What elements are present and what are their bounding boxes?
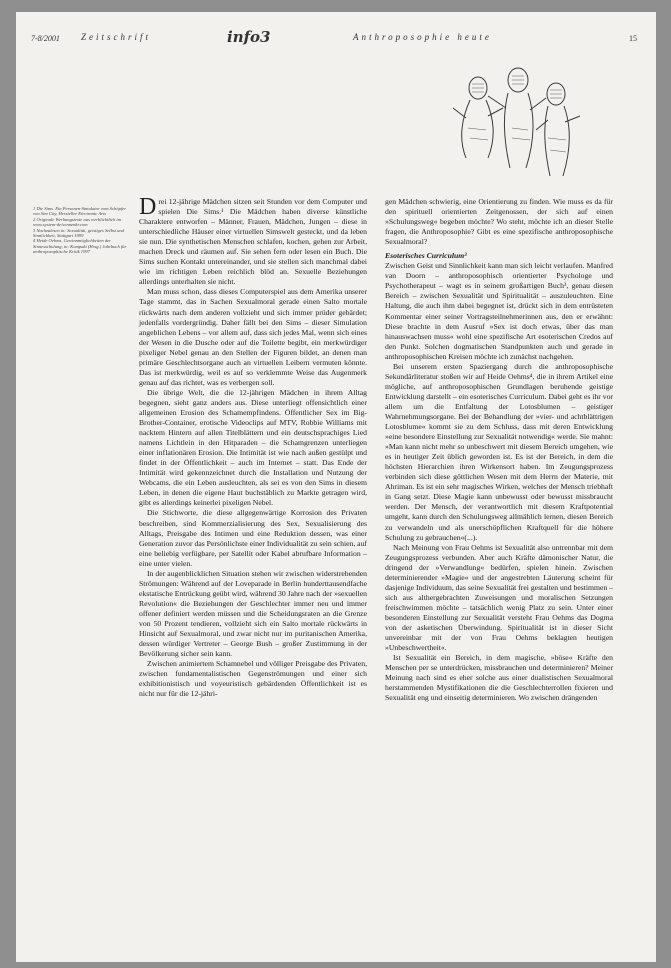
section-title: Anthroposophie heute (353, 32, 492, 42)
drop-cap: D (139, 194, 157, 220)
engraving-figures-icon (448, 58, 588, 188)
issue-date: 7-8/2001 (31, 34, 60, 43)
article-paragraph: Bei unserem ersten Spaziergang durch die anthroposophische Sekundärliteratur stoßen wir auf Heide Oehms⁴, die in ihrem Artikel eine mögliche, auf anthroposophischen Grundlagen beruhende geistige Entwicklung darstellt – ein esoterisches Curriculum. Dabei geht es ihr vor allem um die Entfaltung der Lotosblumen – geistiger Wahrnehmungsorgane. Bei der Behandlung der »vier- und achtblättrigen Lotosblume« kommt sie zu dem Schluss, dass mit deren Entwicklung »eine besondere Einstellung zur Sexualität notwendig« werde. Sie mahnt: »Man kann nicht mehr so unbeschwert mit diesem Bereich umgehen, wie es in heutiger Zeit üblich geworden ist. Es ist der Bereich, in dem die höchsten Hierarchien ihren Wirkensort haben. Im Zeugungsprozess verbinden sich diese göttlichen Wesen mit dem Herrn der Materie, mit Ahriman. Es ist ein sehr magisches Wirken, welches der Mensch triebhaft in Gang setzt. Diese Magie kann unbewusst oder bewusst missbraucht werden. Der Mensch, der verantwortlich mit diesem Kraftpotential umgeht, kann durch den Schulungsweg allmählich lernen, diesen Bereich zu verwandeln und als unerschöpflichen Kraftquell für die höhere Schulung zu gebrauchen«(...). (385, 361, 613, 542)
footnote: 4 Heide Oehms, Gewinnmöglichkeiten der Sinnesschulung, in: Kompakt (Hrsg.) Jahrbuch für anthroposophische Kritik 1997 (33, 238, 127, 255)
page-header (16, 28, 656, 48)
article-paragraph: gen Mädchen schwierig, eine Orientierung zu finden. Wie muss es da für den spirituell orientierten Zeitgenossen, der sich auf einen »Schulungsweg« begeben möchte? Wo steht, möchte ich an dieser Stelle fragen, die Anthroposophie? Gibt es eine spezifische anthroposophische Sexualmoral? (385, 197, 613, 247)
footnote: 2 Originale Werbungstexte aus werblichtlich im www.system-de/sonnenkr.com (33, 216, 121, 228)
footnote: 3 Nachzulesen in: Sexualität, geistiges Selbst und Sinnlichkeit, Stuttgart 1999 (33, 227, 124, 239)
section-subheading: Esoterisches Curriculum³ (385, 251, 467, 261)
magazine-label: Zeitschrift (81, 32, 152, 42)
article-paragraph: Die Stichworte, die diese allgegenwärtige Korrosion des Privaten beschreiben, sind Kommerzialisierung des Sex, Sexualisierung des Alltags, Preisgabe des Intimen und eine Reduktion dessen, was einer Generation zuvor das Persönlichste einer Individualität zu sein schien, auf eine beliebig verfügbare, per Satellit oder Kabel abrufbare Information – eine unter vielen. (139, 508, 367, 568)
article-paragraph: Nach Meinung von Frau Oehms ist Sexualität also untrennbar mit dem Zeugungsprozess verbunden. Aber auch Kräfte dämonischer Natur, die dringend der »Verwandlung« bedürfen, spielen hinein. Zwischen determinierender »Magie« und der angestrebten Läuterung scheint für dasjenige Individuum, das seine Sexualität frei gestalten und bestimmen – sich aus althergebrachten Zuweisungen und moralischen Setzungen freischwimmen möchte – tatsächlich wenig Platz zu sein. Unter einer besonderen Einstellung zur Sexualität versteht Frau Oehms das Dogma von der asketischen Überwindung. Spiritualität ist in dieser Sicht unvereinbar mit der von Frau Oehms beklagten heutigen »Unbeschwertheit«. (385, 542, 614, 653)
article-column-right (385, 197, 613, 703)
page-number: 15 (629, 34, 637, 43)
footnotes (33, 206, 128, 255)
footnote: 1 Die Sims. Ein Personen-Simulator vom Schöpfer von Sim City, Hersteller Electronic Arts (33, 206, 127, 217)
article-paragraph: Ist Sexualität ein Bereich, in dem magische, »böse« Kräfte den Menschen per se unterdrücken, missbrauchen und determinieren? Meiner Meinung nach sind es eher solche aus einer dualistischen Sexualmoral herstammenden Mystifikationen die die Geschlechterrollen fixieren und Sexualität eng und einseitig determinieren. Wo zwischen drängenden (385, 653, 613, 703)
article-paragraph: Zwischen animiertem Schamnebel und völliger Preisgabe des Privaten, zwischen fundamentalistischen Gegenströmungen und einer sich exhibitionistisch und voyeuristisch gebärdenden Öffentlichkeit ist es nicht nur für die 12-jähri- (139, 659, 367, 699)
paragraph-text: rei 12-jährige Mädchen sitzen seit Stunden vor dem Computer und spielen Die Sims.¹ Die Mädchen haben diverse künstliche Charaktere entworfen – Männer, Frauen, Mädchen, Jungen – diese in unterschiedliche Häuser einer virtuellen Simswelt gesteckt, und da leben sie nun. Die synthetischen Menschen schlafen, kochen, gehen zur Arbeit, machen Dreck und räumen auf. Sie sehen fern oder lesen ein Buch. Die Sims suchen Kontakt untereinander, und sie stellen sich manchmal dabei wie im richtigen Leben reichlich blöd an. Sexuelle Beziehungen allerdings unterhalten sie nicht. (139, 197, 367, 287)
article-column-left (139, 194, 367, 699)
article-paragraph: Zwischen Geist und Sinnlichkeit kann man sich leicht verlaufen. Manfred van Doorn – anthroposophisch orientierter Psychologe und Psychotherapeut – wagt es in seinem großartigen Buch³, genau diesen Bereich – zwischen Sexualität und Spiritualität – auszuleuchten. Eine Haltung, die auch ihm dabei begegnet ist, drückt sich in dem entrüsteten Kommentar einer seiner Vortragsteilnehmerinnen aus, den er erwähnt: Diese brachte in dem Ausruf »Sex ist doch etwas, über das man hinauswachsen muss« wohl eine spezifische Art esoterischen Credos auf den Punkt. Solchen dogmatischen Standpunkten auch und gerade in anthroposophischen Kreisen möchte ich zunächst nachgehen. (385, 261, 613, 361)
magazine-logo: info3 (227, 28, 271, 46)
article-paragraph: Die übrige Welt, die die 12-jährigen Mädchen in ihrem Alltag begegnen, sieht ganz anders aus. Diese unterliegt offensichtlich einer allgemeinen Erosion des Schamempfindens. Öffentlicher Sex im Big-Brother-Container, erotische Videoclips auf MTV, Robbie Williams mit nacktem Hintern auf allen Titelblättern und ein deutschsprachiges Lied namens Lichtlein in den Hitparaden – die Schamgrenzen unterliegen einer inflationären Erosion. Die Intimität ist wie nach außen gestülpt und findet in der Öffentlichkeit – auch im Internet – statt. Das Ende der Intimität wird gekennzeichnet durch die Installation und Nutzung der Webcams, die ein Leben ausleuchten, als sei es von den Sims in diesem Leben, in denen die eigene Haut buchstäblich zu Markte getragen wird, gibt es allerdings keinerlei pixeligen Nebel. (139, 387, 367, 508)
article-paragraph: In der augenblicklichen Situation stehen wir zwischen widerstrebenden Strömungen: Während auf der Loveparade in Berlin hunderttausendfache ekstatische Entrückung geübt wird, während 30 Jahre nach der »sexuellen Revolution« die Beziehungen der Geschlechter immer neu und immer offener definiert werden müssen und die Scheidungsraten an die Grenze von 50 Prozent tendieren, vollzieht sich ein Salto mortale rückwärts in Hinsicht auf Sexualmoral, und zwar nicht nur im puritanischen Amerika, dessen würdiger Vertreter – George Bush – großer Zustimmung in der Bevölkerung sicher sein kann. (139, 568, 367, 659)
article-paragraph: Man muss schon, dass dieses Computerspiel aus dem Amerika unserer Tage stammt, das in Sachen Sexualmoral gerade einen Salto mortale rückwärts nach dem anderen vollzieht und sich immer prüder gebärdet; jedenfalls vordergründig. Daher fällt bei den Sims – dieser Simulation angeblichen Lebens – vor allem auf, dass sich jedes Mal, wenn sich eines der Wesen in die Dusche oder auf die Toilette begibt, ein merkwürdiger pixeliger Nebel genau an den Stellen der Figuren bildet, an denen man primäre Geschlechtsorgane auch an virtuellen Leibern vermuten könnte. Das ist merkwürdig, weil es auf so verklemmte Weise das Augenmerk genau auf das richtet, was es verbergen soll. (139, 287, 367, 387)
article-paragraph (139, 194, 367, 287)
